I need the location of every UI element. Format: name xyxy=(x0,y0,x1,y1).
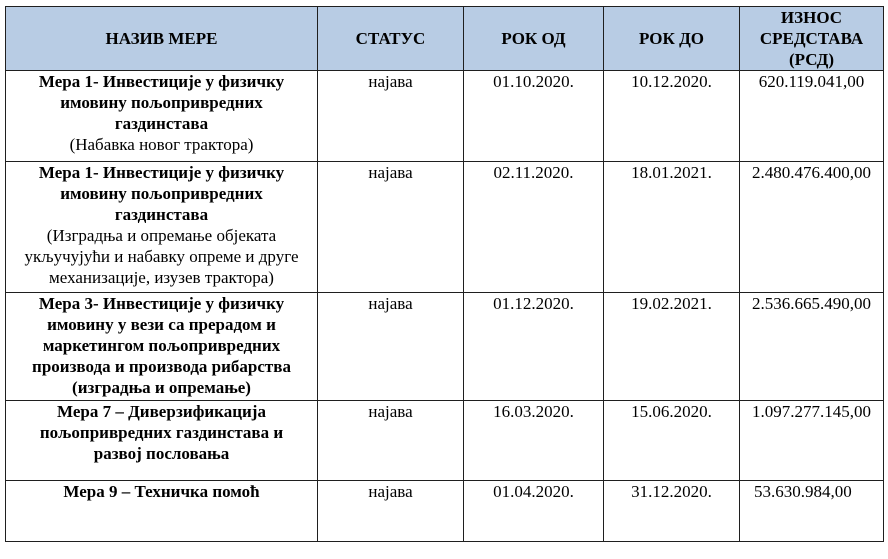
measure-title-line: пољопривредних газдинстава и xyxy=(39,423,284,442)
status-cell: најава xyxy=(318,481,464,542)
measures-table xyxy=(5,6,884,542)
header-row xyxy=(6,7,884,71)
measure-note-line: (Набавка новог трактора) xyxy=(69,135,254,154)
header-name: НАЗИВ МЕРЕ xyxy=(6,7,318,71)
amount-cell: 1.097.277.145,00 xyxy=(740,401,884,481)
header-status: СТАТУС xyxy=(318,7,464,71)
measure-title-line: Мера 9 – Техничка помоћ xyxy=(63,482,260,501)
measure-title-line: Мера 3- Инвестиције у физичку xyxy=(38,294,285,313)
amount-cell: 2.536.665.490,00 xyxy=(740,293,884,401)
header-from: РОК ОД xyxy=(464,7,604,71)
date-from-cell: 01.04.2020. xyxy=(464,481,604,542)
header-amount-line3: (РСД) xyxy=(788,50,835,69)
measure-title-line: производа и производа рибарства xyxy=(32,357,291,376)
measure-title-line: маркетингом пољопривредних xyxy=(42,336,281,355)
measure-title-line: имовину пољопривредних xyxy=(60,184,263,203)
header-amount xyxy=(740,7,884,71)
date-from-cell: 02.11.2020. xyxy=(464,162,604,293)
measure-title-line: имовину у вези са прерадом и xyxy=(47,315,276,334)
measure-title-line: имовину пољопривредних xyxy=(60,93,263,112)
date-from-cell: 16.03.2020. xyxy=(464,401,604,481)
table-row xyxy=(6,71,884,162)
amount-cell: 2.480.476.400,00 xyxy=(740,162,884,293)
status-cell: најава xyxy=(318,71,464,162)
header-amount-line1: ИЗНОС xyxy=(780,8,843,27)
status-cell: најава xyxy=(318,293,464,401)
measure-title-line: (изградња и опремање) xyxy=(72,378,251,397)
measure-name-cell xyxy=(6,401,318,481)
status-cell: најава xyxy=(318,401,464,481)
measure-name-cell xyxy=(6,293,318,401)
measure-note-line: механизације, изузев трактора) xyxy=(49,268,274,287)
measure-title-line: газдинстава xyxy=(114,114,209,133)
measure-note-line: укључујући и набавку опреме и друге xyxy=(24,247,299,266)
date-from-cell: 01.10.2020. xyxy=(464,71,604,162)
measure-note-line: (Изградња и опремање објеката xyxy=(46,226,277,245)
date-to-cell: 19.02.2021. xyxy=(604,293,740,401)
date-to-cell: 31.12.2020. xyxy=(604,481,740,542)
date-to-cell: 10.12.2020. xyxy=(604,71,740,162)
measure-name-cell xyxy=(6,481,318,542)
table-row xyxy=(6,481,884,542)
measure-name-cell xyxy=(6,71,318,162)
measure-name-cell xyxy=(6,162,318,293)
header-amount-line2: СРЕДСТАВА xyxy=(759,29,864,48)
measure-title-line: газдинстава xyxy=(114,205,209,224)
header-to: РОК ДО xyxy=(604,7,740,71)
measure-title-line: развој пословања xyxy=(93,444,230,463)
amount-cell: 53.630.984,00 xyxy=(740,481,884,542)
measure-title-line: Мера 1- Инвестиције у физичку xyxy=(38,163,285,182)
date-from-cell: 01.12.2020. xyxy=(464,293,604,401)
amount-cell: 620.119.041,00 xyxy=(740,71,884,162)
measure-title-line: Мера 1- Инвестиције у физичку xyxy=(38,72,285,91)
table-row xyxy=(6,293,884,401)
status-cell: најава xyxy=(318,162,464,293)
date-to-cell: 15.06.2020. xyxy=(604,401,740,481)
table-row xyxy=(6,162,884,293)
date-to-cell: 18.01.2021. xyxy=(604,162,740,293)
table-row xyxy=(6,401,884,481)
measure-title-line: Мера 7 – Диверзификација xyxy=(57,402,266,421)
